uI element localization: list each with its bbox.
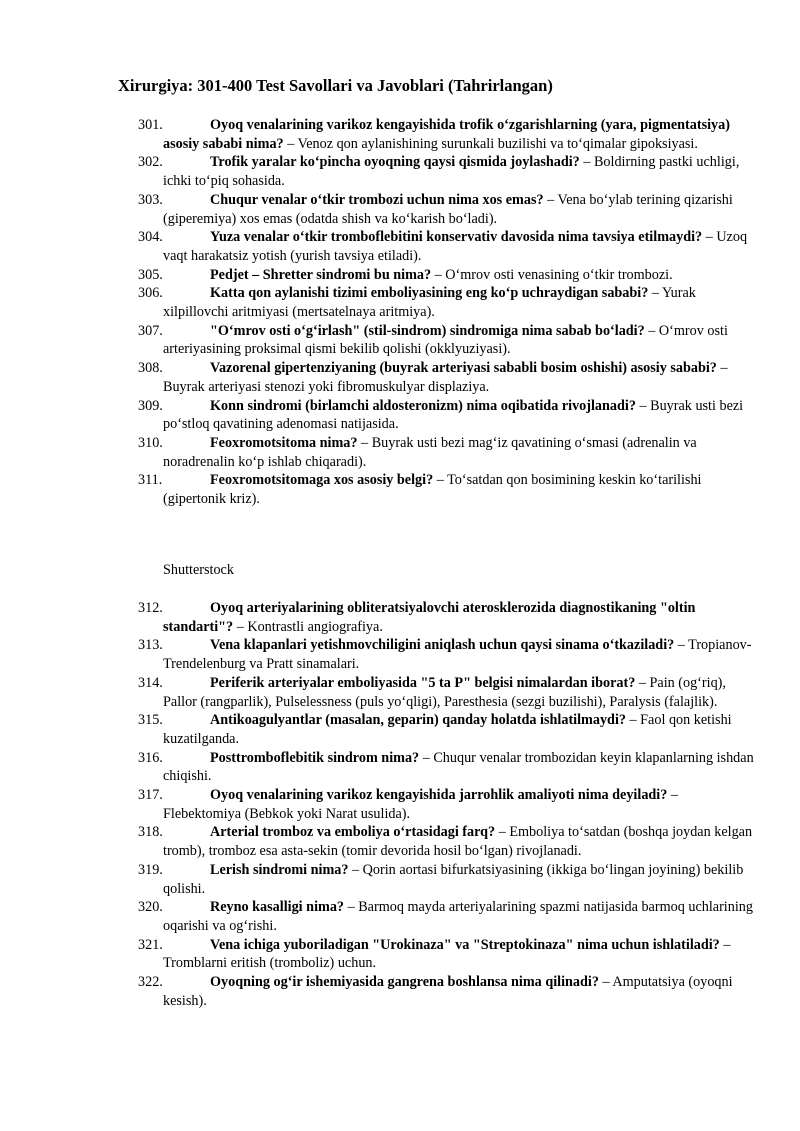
answer-text: – Faol qon ketishi kuzatilganda. bbox=[163, 712, 732, 747]
item-number: 304. bbox=[138, 229, 163, 246]
answer-text: – Amputatsiya (oyoqni kesish). bbox=[163, 974, 733, 1009]
item-number: 310. bbox=[138, 434, 163, 451]
item-number: 302. bbox=[138, 154, 163, 171]
item-number: 306. bbox=[138, 285, 163, 302]
list-item bbox=[118, 284, 758, 321]
item-number: 315. bbox=[138, 712, 163, 729]
question-text: Oyoq venalarining varikoz kengayishida jarrohlik amaliyoti nima deyiladi? bbox=[210, 787, 668, 804]
question-text: Vena ichiga yuboriladigan "Urokinaza" va "Streptokinaza" nima uchun ishlatiladi? bbox=[210, 936, 720, 953]
question-text: Periferik arteriyalar emboliyasida "5 ta P" belgisi nimalardan iborat? bbox=[210, 674, 636, 691]
answer-text: – Chuqur venalar trombozidan keyin klapanlarning ishdan chiqishi. bbox=[163, 749, 754, 785]
list-item bbox=[118, 823, 758, 860]
list-item bbox=[118, 434, 758, 471]
answer-text: – Qorin aortasi bifurkatsiyasining (ikkiga bo‘lingan joyining) bekilib qolishi. bbox=[163, 861, 744, 897]
question-list-2 bbox=[118, 599, 758, 1010]
item-number: 308. bbox=[138, 360, 163, 377]
list-item bbox=[118, 266, 758, 285]
answer-text: – Tropianov-Trendelenburg va Pratt sinamalari. bbox=[163, 637, 752, 673]
answer-text: – Buyrak arteriyasi stenozi yoki fibromuskulyar displaziya. bbox=[163, 360, 728, 395]
question-text: Lerish sindromi nima? bbox=[210, 861, 349, 878]
list-item bbox=[118, 191, 758, 228]
list-item bbox=[118, 711, 758, 748]
list-item bbox=[118, 749, 758, 786]
item-number: 317. bbox=[138, 787, 163, 804]
item-number: 301. bbox=[138, 117, 163, 133]
page-title: Xirurgiya: 301-400 Test Savollari va Javoblari (Tahrirlangan) bbox=[118, 76, 553, 95]
list-item bbox=[118, 936, 758, 973]
item-number: 314. bbox=[138, 674, 163, 691]
list-item bbox=[118, 153, 758, 190]
answer-text: – Flebektomiya (Bebkok yoki Narat usulida). bbox=[163, 787, 678, 822]
question-text: Reyno kasalligi nima? bbox=[210, 899, 345, 916]
answer-text: – Barmoq mayda arteriyalarining spazmi natijasida barmoq uchlarining oqarishi va og‘rishi. bbox=[163, 899, 753, 934]
list-item bbox=[118, 786, 758, 823]
question-text: Chuqur venalar o‘tkir trombozi uchun nima xos emas? bbox=[210, 191, 544, 208]
list-item bbox=[118, 397, 758, 434]
item-number: 320. bbox=[138, 899, 163, 916]
answer-text: – Emboliya to‘satdan (boshqa joydan kelgan tromb), tromboz esa asta-sekin (tomir devorida hosil bo‘lgan) rivojlanadi. bbox=[163, 824, 753, 860]
answer-text: – Boldirning pastki uchligi, ichki to‘piq sohasida. bbox=[163, 154, 740, 190]
answer-text: – Buyrak usti bezi po‘stloq qavatining adenomasi natijasida. bbox=[163, 397, 744, 433]
question-text: Arterial tromboz va emboliya o‘rtasidagi farq? bbox=[210, 824, 496, 841]
question-text: Feoxromotsitoma nima? bbox=[210, 434, 358, 451]
question-text: Vazorenal gipertenziyaning (buyrak arteriyasi sababli bosim oshishi) asosiy sababi? bbox=[210, 360, 717, 377]
item-number: 313. bbox=[138, 637, 163, 654]
list-item bbox=[118, 228, 758, 265]
answer-text: – Buyrak usti bezi mag‘iz qavatining o‘smasi (adrenalin va noradrenalin ko‘p ishlab chiqaradi). bbox=[163, 434, 697, 470]
question-text: "O‘mrov osti o‘g‘irlash" (stil-sindrom) sindromiga nima sabab bo‘ladi? bbox=[210, 322, 645, 339]
question-text: Yuza venalar o‘tkir tromboflebitini konservativ davosida nima tavsiya etilmaydi? bbox=[210, 229, 703, 246]
item-number: 303. bbox=[138, 191, 163, 208]
answer-text: – Vena bo‘ylab terining qizarishi (giperemiya) xos emas (odatda shish va ko‘karish bo‘ladi). bbox=[163, 191, 733, 227]
list-item bbox=[118, 471, 758, 508]
answer-text: – Pain (og‘riq), Pallor (rangparlik), Pulselessness (puls yo‘qligi), Paresthesia (sezgi buzilishi), Paralysis (falajlik). bbox=[163, 674, 726, 710]
answer-text: – O‘mrov osti venasining o‘tkir trombozi. bbox=[431, 266, 673, 283]
list-item bbox=[118, 973, 758, 1010]
answer-text: – O‘mrov osti arteriyasining proksimal qismi bekilib qolishi (okklyuziyasi). bbox=[163, 322, 728, 358]
question-text: Feoxromotsitomaga xos asosiy belgi? bbox=[210, 472, 434, 489]
answer-text: – To‘satdan qon bosimining keskin ko‘tarilishi (gipertonik kriz). bbox=[163, 472, 702, 508]
item-number: 318. bbox=[138, 824, 163, 841]
question-text: Posttromboflebitik sindrom nima? bbox=[210, 749, 420, 766]
question-text: Trofik yaralar ko‘pincha oyoqning qaysi qismida joylashadi? bbox=[210, 154, 580, 171]
answer-text: – Kontrastli angiografiya. bbox=[233, 618, 383, 635]
item-number: 319. bbox=[138, 861, 163, 878]
item-number: 316. bbox=[138, 749, 163, 766]
list-item bbox=[118, 674, 758, 711]
list-item bbox=[118, 636, 758, 673]
question-list-1 bbox=[118, 116, 758, 509]
list-item bbox=[118, 322, 758, 359]
question-text: Katta qon aylanishi tizimi emboliyasining eng ko‘p uchraydigan sababi? bbox=[210, 285, 649, 302]
item-number: 312. bbox=[138, 600, 163, 616]
question-text: Oyoq arteriyalarining obliteratsiyalovchi aterosklerozida diagnostikaning "oltin standarti"? bbox=[163, 600, 696, 635]
item-number: 322. bbox=[138, 974, 163, 991]
item-number: 321. bbox=[138, 936, 163, 953]
answer-text: – Uzoq vaqt harakatsiz yotish (yurish tavsiya etiladi). bbox=[163, 229, 748, 264]
list-item bbox=[118, 359, 758, 396]
list-item bbox=[118, 599, 758, 636]
question-text: Konn sindromi (birlamchi aldosteronizm) nima oqibatida rivojlanadi? bbox=[210, 397, 636, 414]
list-item bbox=[118, 861, 758, 898]
answer-text: – Venoz qon aylanishining surunkali buzilishi va to‘qimalar gipoksiyasi. bbox=[283, 135, 698, 152]
item-number: 309. bbox=[138, 397, 163, 414]
item-number: 311. bbox=[138, 472, 163, 489]
image-source-label: Shutterstock bbox=[163, 562, 234, 578]
list-item bbox=[118, 116, 758, 153]
question-text: Oyoq venalarining varikoz kengayishida trofik o‘zgarishlarning (yara, pigmentatsiya) asosiy sababi nima? bbox=[163, 117, 730, 152]
question-text: Antikoagulyantlar (masalan, geparin) qanday holatda ishlatilmaydi? bbox=[210, 712, 626, 729]
question-text: Pedjet – Shretter sindromi bu nima? bbox=[210, 266, 432, 283]
list-item bbox=[118, 898, 758, 935]
item-number: 307. bbox=[138, 322, 163, 339]
item-number: 305. bbox=[138, 266, 163, 283]
answer-text: – Yurak xilpillovchi aritmiyasi (mertsatelnaya aritmiya). bbox=[163, 285, 696, 321]
question-text: Oyoqning og‘ir ishemiyasida gangrena boshlansa nima qilinadi? bbox=[210, 974, 599, 991]
question-text: Vena klapanlari yetishmovchiligini aniqlash uchun qaysi sinama o‘tkaziladi? bbox=[210, 637, 675, 654]
answer-text: – Tromblarni eritish (tromboliz) uchun. bbox=[163, 936, 731, 972]
